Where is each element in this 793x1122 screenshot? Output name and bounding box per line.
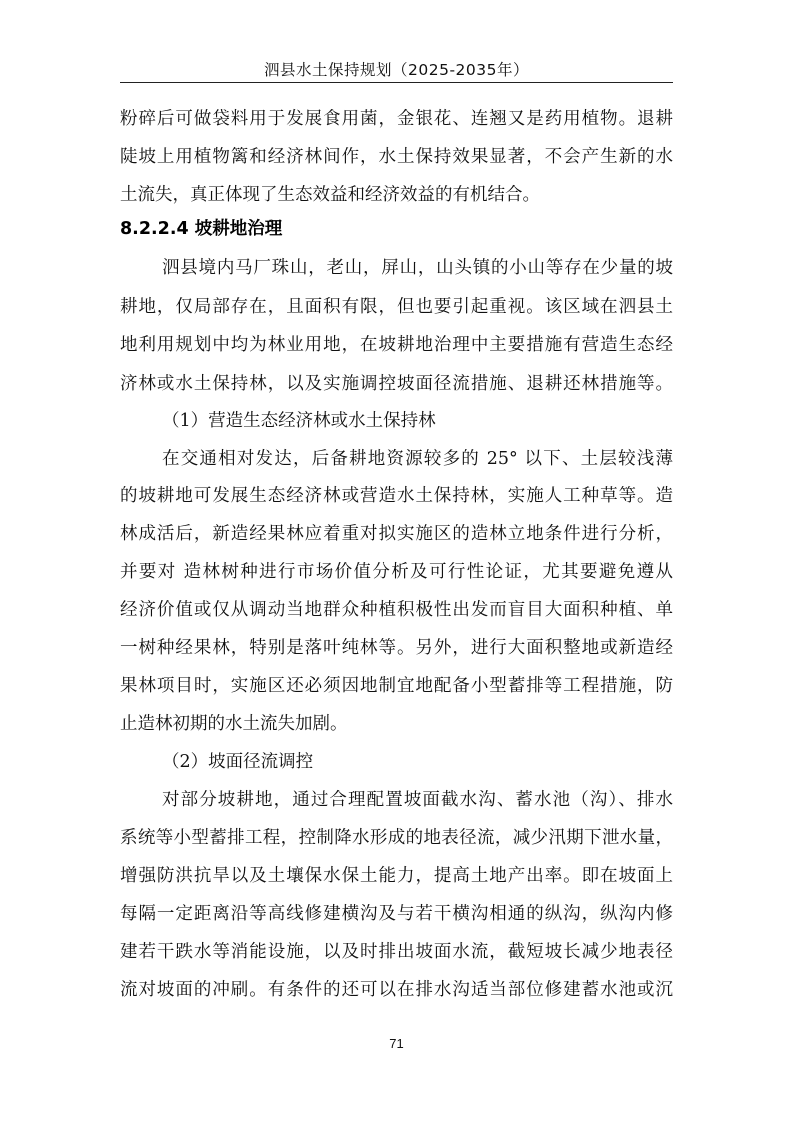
paragraph-line: 泗县境内马厂珠山，老山，屏山，山头镇的小山等存在少量的坡 bbox=[162, 258, 673, 278]
paragraph-line: 在交通相对发达，后备耕地资源较多的 25° 以下、土层较浅薄 bbox=[162, 449, 673, 469]
subsection-heading: （2）坡面径流调控 bbox=[162, 752, 314, 772]
paragraph-line: 并要对 造林树种进行市场价值分析及可行性论证，尤其要避免遵从 bbox=[120, 562, 673, 582]
section-heading: 8.2.2.4 坡耕地治理 bbox=[120, 219, 283, 239]
paragraph-line: 的坡耕地可发展生态经济林或营造水土保持林，实施人工种草等。造 bbox=[120, 486, 673, 506]
paragraph-line: 地利用规划中均为林业用地，在坡耕地治理中主要措施有营造生态经 bbox=[120, 335, 673, 355]
paragraph-line: 果林项目时，实施区还必须因地制宜地配备小型蓄排等工程措施，防 bbox=[120, 676, 673, 696]
page-number: 71 bbox=[389, 1036, 404, 1051]
subsection-heading: （1）营造生态经济林或水土保持林 bbox=[162, 411, 436, 431]
paragraph-line: 流对坡面的冲刷。有条件的还可以在排水沟适当部位修建蓄水池或沉 bbox=[120, 980, 673, 1000]
paragraph-line: 对部分坡耕地，通过合理配置坡面截水沟、蓄水池（沟）、排水 bbox=[162, 790, 673, 810]
paragraph-line: 土流失，真正体现了生态效益和经济效益的有机结合。 bbox=[120, 185, 540, 205]
paragraph-line: 粉碎后可做袋料用于发展食用菌，金银花、连翘又是药用植物。退耕 bbox=[120, 109, 673, 129]
paragraph-line: 系统等小型蓄排工程，控制降水形成的地表径流，减少汛期下泄水量， bbox=[120, 828, 673, 848]
paragraph-line: 增强防洪抗旱以及土壤保水保土能力，提高土地产出率。即在坡面上 bbox=[120, 866, 673, 886]
paragraph-line: 耕地，仅局部存在，且面积有限，但也要引起重视。该区域在泗县土 bbox=[120, 297, 673, 317]
paragraph-line: 每隔一定距离沿等高线修建横沟及与若干横沟相通的纵沟，纵沟内修 bbox=[120, 904, 673, 924]
header-rule bbox=[120, 82, 673, 83]
paragraph-line: 一树种经果林，特别是落叶纯林等。另外，进行大面积整地或新造经 bbox=[120, 638, 673, 658]
running-header: 泗县水土保持规划（2025-2035年） bbox=[264, 61, 529, 79]
paragraph-line: 陡坡上用植物篱和经济林间作，水土保持效果显著，不会产生新的水 bbox=[120, 147, 673, 167]
paragraph-line: 止造林初期的水土流失加剧。 bbox=[120, 714, 348, 734]
paragraph-line: 林成活后，新造经果林应着重对拟实施区的造林立地条件进行分析， bbox=[120, 524, 673, 544]
paragraph-line: 建若干跌水等消能设施，以及时排出坡面水流，截短坡长减少地表径 bbox=[120, 942, 673, 962]
paragraph-line: 济林或水土保持林，以及实施调控坡面径流措施、退耕还林措施等。 bbox=[120, 374, 673, 394]
paragraph-line: 经济价值或仅从调动当地群众种植积极性出发而盲目大面积种植、单 bbox=[120, 600, 673, 620]
